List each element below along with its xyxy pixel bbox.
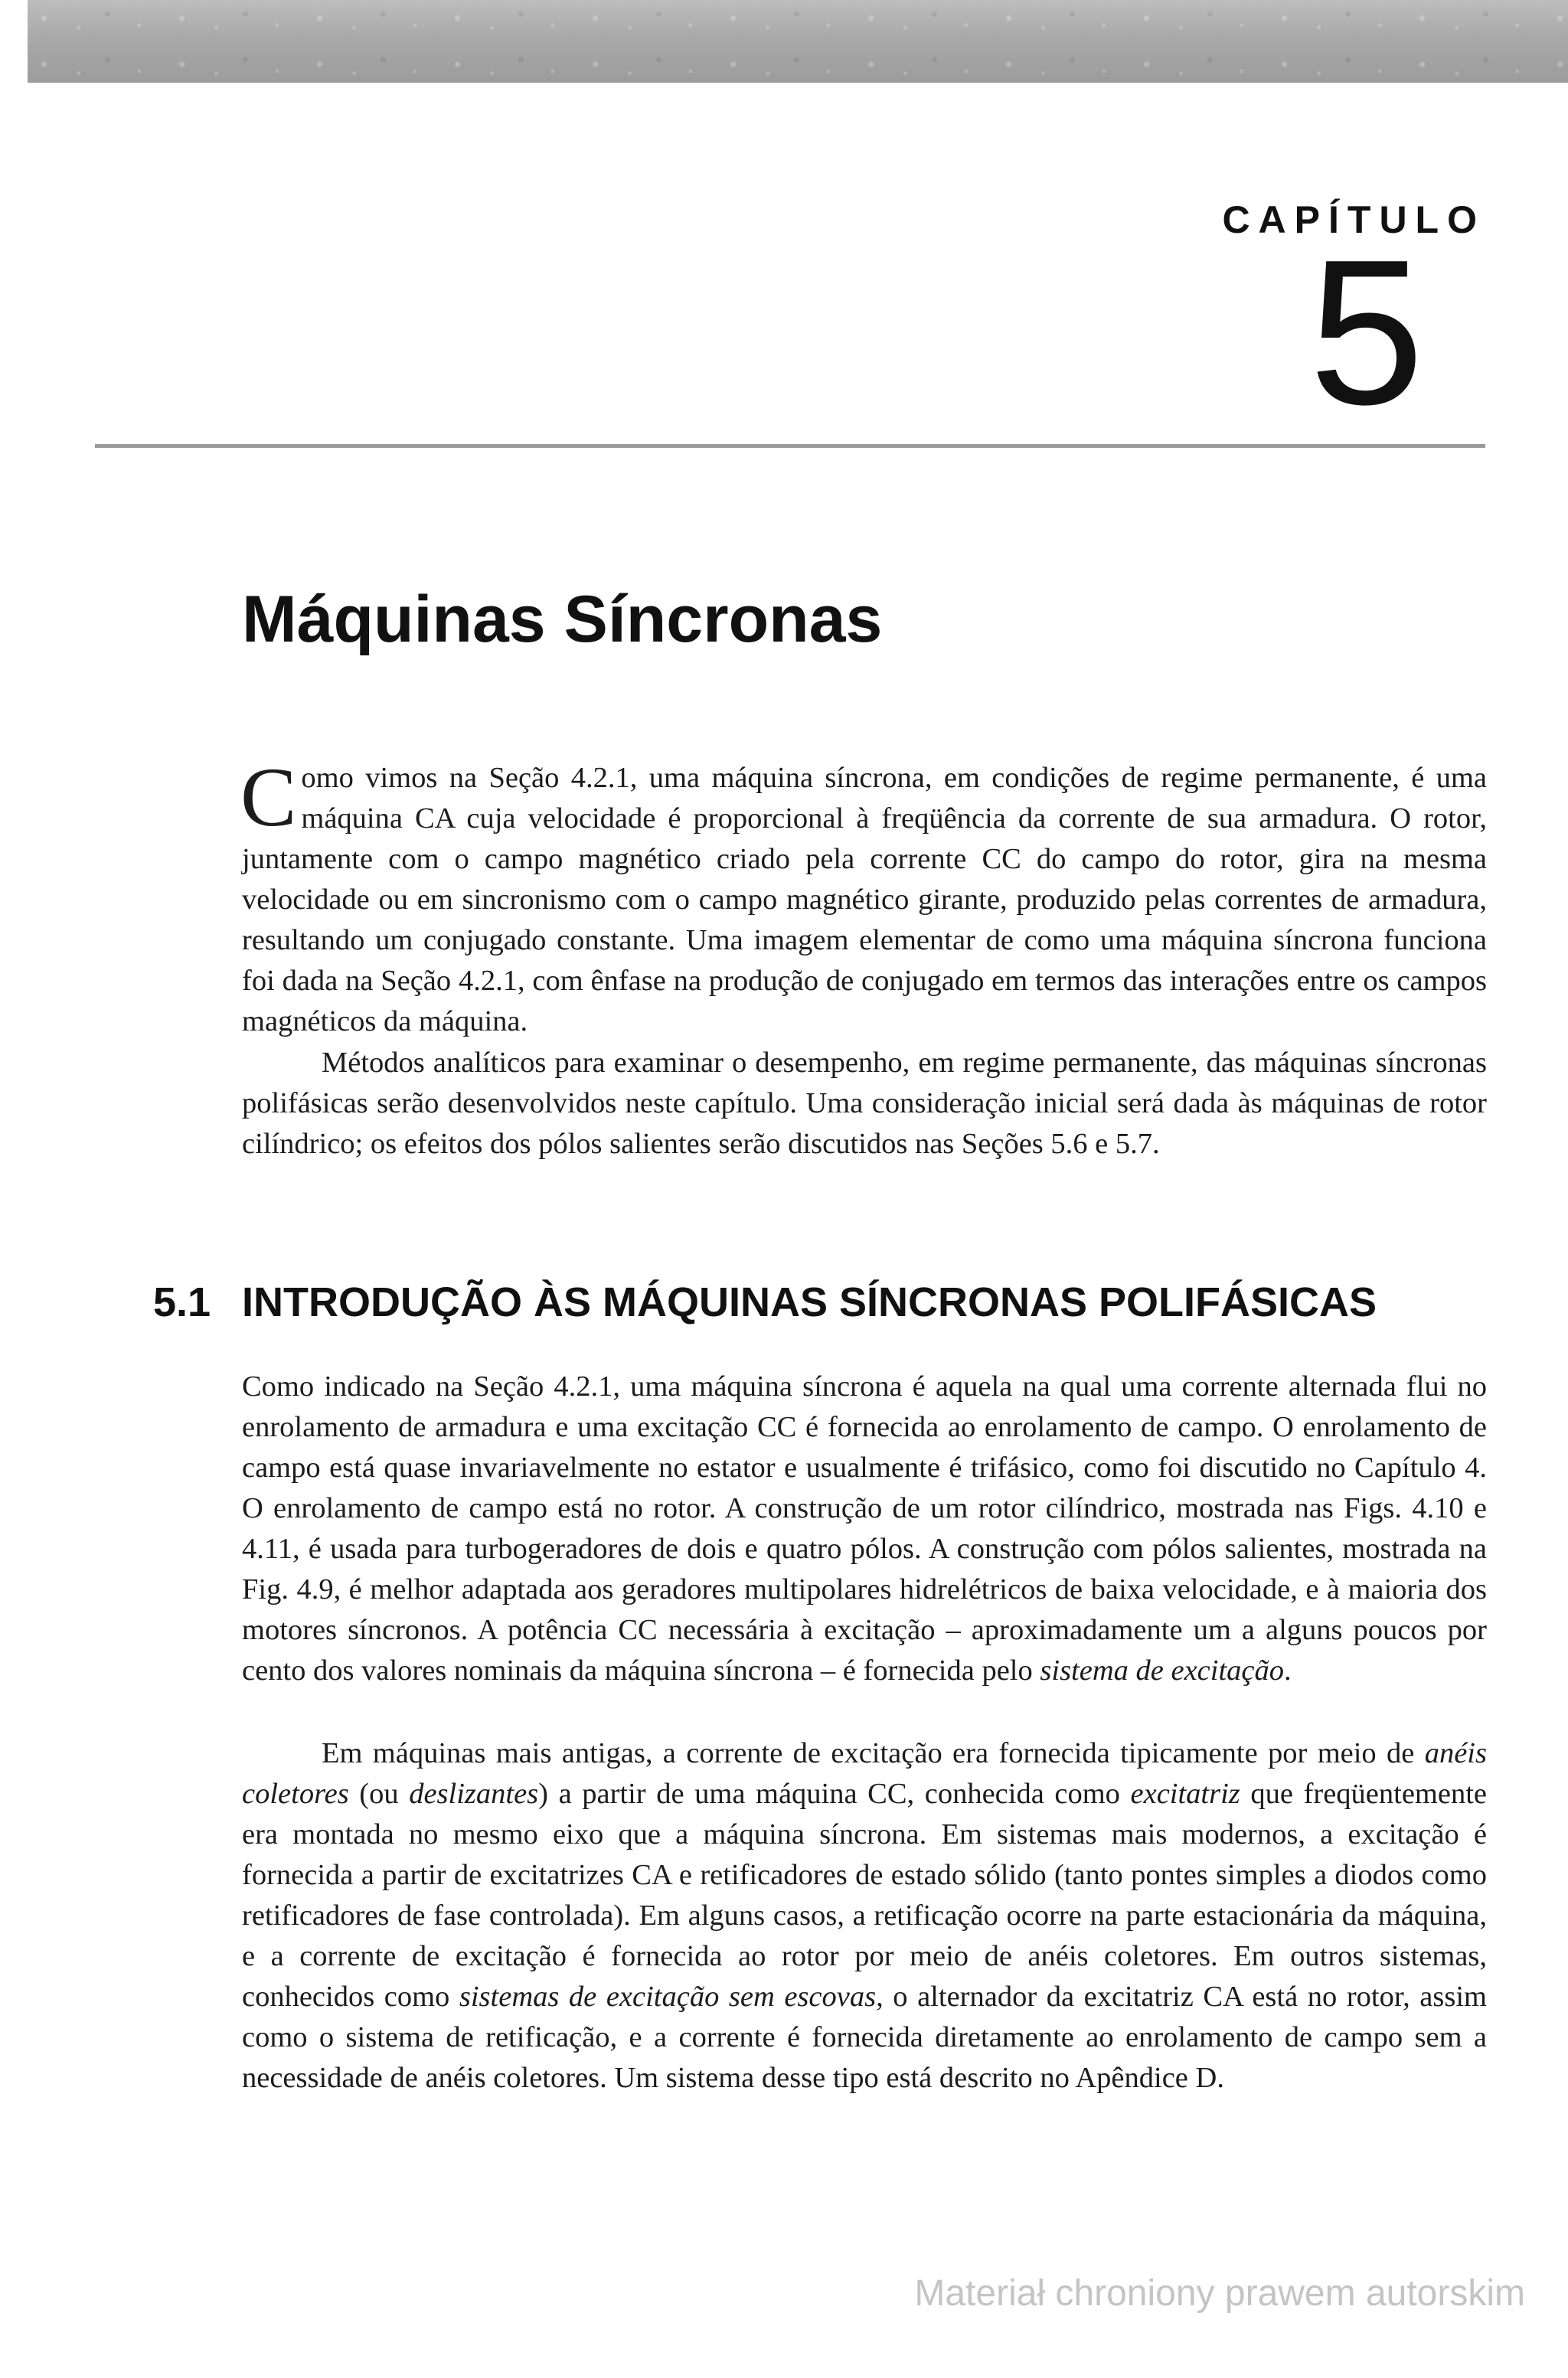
section-heading — [153, 1279, 1377, 1326]
section-paragraph-2-d: que freqüentemente era montada no mesmo eixo que a máquina síncrona. Em sistemas mais modernos, a excitação é fornecida a partir de excitatrizes CA e retificadores de estado sólido (tanto pontes simples a diodos como retificadores de fase controlada). Em alguns casos, a retificação ocorre na parte estacionária da máquina, e a corrente de excitação é fornecida ao rotor por meio de anéis coletores. Em outros sistemas, conhecidos como — [242, 1778, 1487, 2013]
section-paragraph-1 — [242, 1367, 1487, 1691]
drop-cap: C — [240, 750, 297, 844]
section-title: INTRODUÇÃO ÀS MÁQUINAS SÍNCRONAS POLIFÁSICAS — [242, 1279, 1377, 1325]
section-paragraph-2-e: , o alternador da excitatriz CA está no rotor, assim como o sistema de retificação, e a corrente é fornecida diretamente ao enrolamento de campo sem a necessidade de anéis coletores. Um sistema desse tipo está descrito no Apêndice D. — [242, 1981, 1488, 2094]
section-paragraph-2 — [242, 1733, 1487, 2099]
term-excitation-system: sistema de excitação — [1040, 1654, 1284, 1687]
chapter-number: 5 — [1308, 217, 1424, 448]
section-paragraph-2-c: ) a partir de uma máquina CC, conhecida como — [538, 1778, 1131, 1810]
section-paragraph-2-a: Em máquinas mais antigas, a corrente de excitação era fornecida tipicamente por meio de — [322, 1737, 1425, 1769]
section-paragraph-1-end: . — [1283, 1654, 1292, 1687]
top-scan-band — [28, 0, 1568, 83]
section-number: 5.1 — [153, 1279, 211, 1325]
section-paragraph-2-b: (ou — [348, 1778, 410, 1810]
term-slip-rings: anéis coletores — [242, 1737, 1487, 1810]
intro-paragraph-1 — [240, 750, 1487, 1042]
term-exciter: excitatriz — [1130, 1778, 1240, 1810]
intro-paragraph-2: Métodos analíticos para examinar o desempenho, em regime permanente, das máquinas síncronas polifásicas serão desenvolvidos neste capítulo. Uma consideração inicial será dada às máquinas de rotor cilíndrico; os efeitos dos pólos salientes serão discutidos nas Seções 5.6 e 5.7. — [242, 1047, 1487, 1160]
chapter-label: CAPÍTULO — [1222, 198, 1485, 241]
copyright-watermark: Materiał chroniony prawem autorskim — [914, 2273, 1525, 2314]
intro-paragraph-1-text: omo vimos na Seção 4.2.1, uma máquina síncrona, em condições de regime permanente, é uma máquina CA cuja velocidade é proporcional à freqüência da corrente de sua armadura. O rotor, juntamente com o campo magnético criado pela corrente CC do campo do rotor, gira na mesma velocidade ou em sincronismo com o campo magnético girante, produzido pelas correntes de armadura, resultando um conjugado constante. Uma imagem elementar de como uma máquina síncrona funciona foi dada na Seção 4.2.1, com ênfase na produção de conjugado em termos das interações entre os campos magnéticos da máquina. — [242, 762, 1487, 1037]
section-paragraph-1-text: Como indicado na Seção 4.2.1, uma máquina síncrona é aquela na qual uma corrente alternada flui no enrolamento de armadura e uma excitação CC é fornecida ao enrolamento de campo. O enrolamento de campo está quase invariavelmente no estator e usualmente é trifásico, como foi discutido no Capítulo 4. O enrolamento de campo está no rotor. A construção de um rotor cilíndrico, mostrada nas Figs. 4.10 e 4.11, é usada para turbogeradores de dois e quatro pólos. A construção com pólos salientes, mostrada na Fig. 4.9, é melhor adaptada aos geradores multipolares hidrelétricos de baixa velocidade, e à maioria dos motores síncronos. A potência CC necessária à excitação – aproximadamente um a alguns poucos por cento dos valores nominais da máquina síncrona – é fornecida pelo — [242, 1370, 1487, 1687]
term-brushless-excitation: sistemas de excitação sem escovas — [459, 1981, 877, 2013]
chapter-title: Máquinas Síncronas — [242, 583, 883, 656]
term-sliding: deslizantes — [409, 1778, 539, 1810]
chapter-divider — [95, 444, 1485, 448]
